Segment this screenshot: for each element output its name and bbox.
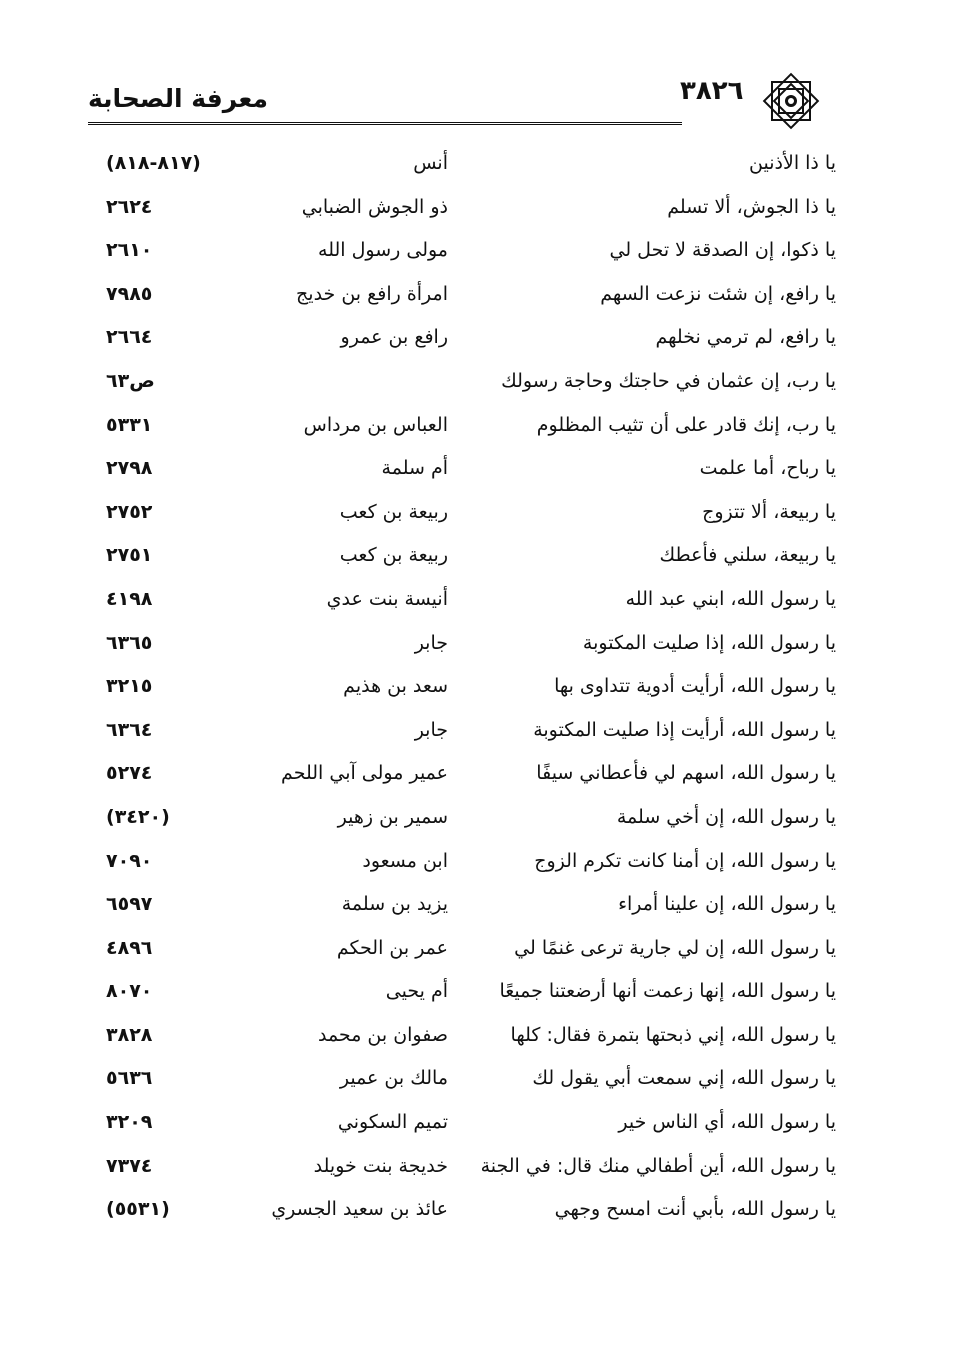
hadith-phrase: يا رسول الله، إني سمعت أبي يقول لك — [532, 1067, 836, 1090]
index-row — [88, 1061, 836, 1105]
index-row — [88, 538, 836, 582]
narrator-name: عمر بن الحكم — [336, 936, 448, 959]
hadith-phrase: يا رب، إنك قادر على أن تثيب المظلوم — [536, 413, 836, 436]
narrator-name: امرأة رافع بن خديج — [296, 282, 448, 305]
header-rule — [88, 122, 682, 125]
index-row — [88, 974, 836, 1018]
hadith-phrase: يا رافع، لم ترمي نخلهم — [655, 326, 836, 349]
index-row — [88, 756, 836, 800]
reference-number: ٦٣٦٥ — [106, 631, 153, 654]
hadith-phrase: يا رسول الله، أي الناس خير — [618, 1111, 836, 1134]
hadith-phrase: يا ذكوا، إن الصدقة لا تحل لي — [609, 239, 836, 262]
hadith-phrase: يا رباح، أما علمت — [699, 457, 836, 480]
book-title: معرفة الصحابة — [88, 84, 268, 113]
hadith-phrase: يا رسول الله، اسهم لي فأعطاني سيفًا — [536, 762, 836, 785]
hadith-phrase: يا ذا الأذنين — [749, 152, 836, 174]
index-row — [88, 844, 836, 888]
reference-number: ٣٢٠٩ — [106, 1111, 153, 1134]
hadith-phrase: يا رسول الله، إذا صليت المكتوبة — [582, 631, 836, 654]
narrator-name: رافع بن عمرو — [340, 326, 448, 349]
reference-number: (٣٤٢٠) — [106, 805, 170, 828]
hadith-phrase: يا رسول الله، أين أطفالي منك قال: في الجنة — [480, 1154, 836, 1177]
index-row — [88, 626, 836, 670]
reference-number: ٢٦٦٤ — [106, 326, 153, 349]
index-row — [88, 320, 836, 364]
narrator-name: سعد بن هذيم — [343, 675, 448, 698]
index-row — [88, 582, 836, 626]
index-row — [88, 1018, 836, 1062]
index-row — [88, 931, 836, 975]
narrator-name: صفوان بن محمد — [317, 1023, 448, 1046]
reference-number: (٥٥٣١) — [106, 1198, 170, 1221]
narrator-name: جابر — [414, 631, 448, 654]
reference-number: (٨١٧-٨١٨) — [106, 152, 201, 174]
narrator-name: ابن مسعود — [362, 849, 448, 872]
reference-number: ٦٥٩٧ — [106, 893, 153, 916]
reference-number: ٢٧٥٢ — [106, 500, 153, 523]
index-row — [88, 408, 836, 452]
reference-number: ٤١٩٨ — [106, 587, 153, 610]
index-row — [88, 800, 836, 844]
narrator-name: سمير بن زهير — [337, 805, 448, 828]
narrator-name: ذو الجوش الضبابي — [301, 195, 448, 218]
narrator-name: مولى رسول الله — [318, 239, 448, 262]
narrator-name: تميم السكوني — [337, 1111, 448, 1134]
reference-number: ٧٣٧٤ — [106, 1154, 153, 1177]
reference-number: ٢٧٥١ — [106, 544, 153, 567]
page-number: ٣٨٢٦ — [680, 76, 744, 106]
reference-number: ٤٨٩٦ — [106, 936, 153, 959]
index-row — [88, 713, 836, 757]
reference-number: ٧٠٩٠ — [106, 849, 153, 872]
hadith-phrase: يا رافع، إن شئت نزعت السهم — [600, 282, 836, 305]
index-row — [88, 233, 836, 277]
index-row — [88, 1149, 836, 1193]
index-row — [88, 190, 836, 234]
hadith-phrase: يا رسول الله، أرأيت إذا صليت المكتوبة — [533, 718, 836, 741]
reference-number: ٢٦١٠ — [106, 239, 153, 262]
narrator-name: عائذ بن سعيد الجسري — [271, 1198, 448, 1221]
narrator-name: أنيسة بنت عدي — [326, 587, 448, 610]
narrator-name: عمير مولى آبي اللحم — [281, 762, 448, 785]
index-row — [88, 669, 836, 713]
narrator-name: جابر — [414, 718, 448, 741]
hadith-index-list — [88, 146, 836, 1236]
hadith-phrase: يا رسول الله، إن أمنا كانت تكرم الزوج — [534, 849, 836, 872]
index-row — [88, 146, 836, 190]
hadith-phrase: يا ربيعة، ألا تتزوج — [702, 500, 836, 523]
narrator-name: يزيد بن سلمة — [341, 893, 448, 916]
hadith-phrase: يا رسول الله، إن أخي سلمة — [616, 805, 836, 828]
narrator-name: ربيعة بن كعب — [339, 500, 448, 523]
hadith-phrase: يا رسول الله، ابني عبد الله — [625, 587, 836, 610]
index-row — [88, 364, 836, 408]
index-row — [88, 495, 836, 539]
narrator-name: أم يحيى — [385, 980, 448, 1003]
hadith-phrase: يا رسول الله، إن علينا أمراء — [618, 893, 836, 916]
reference-number: ٣٨٢٨ — [106, 1023, 153, 1046]
reference-number: ٢٧٩٨ — [106, 457, 153, 480]
narrator-name: العباس بن مرداس — [303, 413, 448, 436]
reference-number: ٣٢١٥ — [106, 675, 153, 698]
index-row — [88, 887, 836, 931]
index-row — [88, 1105, 836, 1149]
narrator-name: أم سلمة — [381, 457, 448, 480]
hadith-phrase: يا رسول الله، إن لي جارية ترعى غنمًا لي — [514, 936, 836, 959]
hadith-phrase: يا رب، إن عثمان في حاجتك وحاجة رسولك — [501, 369, 836, 392]
reference-number: ٨٠٧٠ — [106, 980, 153, 1003]
index-row — [88, 277, 836, 321]
reference-number: ٥٢٧٤ — [106, 762, 153, 785]
narrator-name: ربيعة بن كعب — [339, 544, 448, 567]
hadith-phrase: يا ربيعة، سلني فأعطك — [659, 544, 836, 567]
reference-number: ٧٩٨٥ — [106, 282, 153, 305]
page-header — [88, 70, 828, 130]
reference-number: ٥٣٣١ — [106, 413, 153, 436]
hadith-phrase: يا رسول الله، إني ذبحتها بتمرة فقال: كلها — [510, 1023, 836, 1046]
narrator-name: مالك بن عمير — [339, 1067, 448, 1090]
reference-number: ٢٦٢٤ — [106, 195, 153, 218]
index-row — [88, 1192, 836, 1236]
hadith-phrase: يا ذا الجوش، ألا تسلم — [667, 195, 836, 218]
reference-number: ٥٦٣٦ — [106, 1067, 153, 1090]
index-row — [88, 451, 836, 495]
reference-number: ص٦٣ — [106, 369, 155, 392]
eight-point-star-ornament-icon — [760, 70, 822, 132]
hadith-phrase: يا رسول الله، إنها زعمت أنها أرضعتنا جميعًا — [499, 980, 836, 1003]
narrator-name: خديجة بنت خويلد — [313, 1154, 448, 1177]
hadith-phrase: يا رسول الله، أرأيت أدوية تتداوى بها — [554, 675, 836, 698]
narrator-name: أنس — [413, 152, 448, 174]
hadith-phrase: يا رسول الله، بأبي أنت امسح وجهي — [554, 1198, 836, 1221]
reference-number: ٦٣٦٤ — [106, 718, 153, 741]
